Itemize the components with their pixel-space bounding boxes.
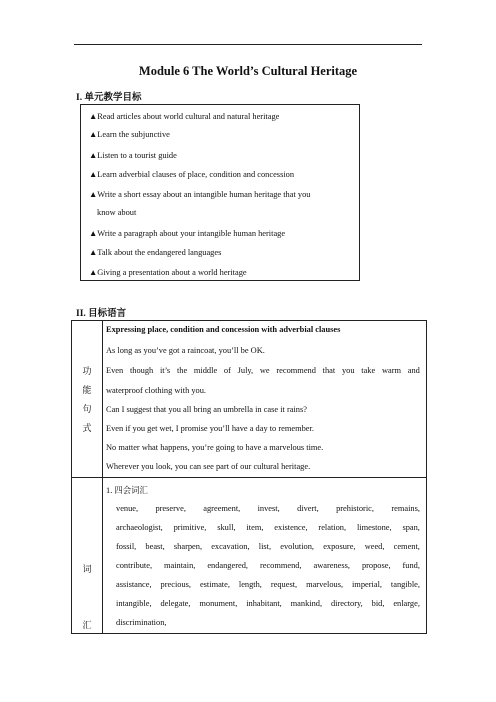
word: July, <box>237 366 254 375</box>
word: skull, <box>217 523 236 532</box>
objective-item: ▲Talk about the endangered languages <box>89 248 222 257</box>
functional-sentence <box>106 366 420 375</box>
word: take <box>361 366 376 375</box>
word: though <box>129 366 154 375</box>
word: length, <box>238 580 262 589</box>
word: existence, <box>274 523 308 532</box>
functional-sentence: Can I suggest that you all bring an umbrella in case it rains? <box>106 405 307 414</box>
vocab-side-label: 汇 <box>82 620 92 630</box>
word: enlarge, <box>393 599 420 608</box>
functional-sentence: As long as you’ve got a raincoat, you’ll be OK. <box>106 346 265 355</box>
functional-sentence: waterproof clothing with you. <box>106 386 207 395</box>
word: estimate, <box>199 580 230 589</box>
word: Even <box>106 366 124 375</box>
word: excavation, <box>211 542 250 551</box>
functional-side-label: 句 <box>82 404 92 414</box>
objective-item: ▲Learn the subjunctive <box>89 130 170 139</box>
word: middle <box>193 366 218 375</box>
word: venue, <box>116 504 139 513</box>
word: beast, <box>145 542 165 551</box>
word: endangered, <box>207 561 249 570</box>
word: archaeologist, <box>116 523 163 532</box>
functional-sentence: Even if you get wet, I promise you’ll have a day to remember. <box>106 424 314 433</box>
vocab-line <box>116 599 420 608</box>
target-language-table <box>71 320 427 634</box>
word: span, <box>402 523 420 532</box>
word: remains, <box>391 504 420 513</box>
vocab-heading: 1. 四会词汇 <box>106 486 148 495</box>
objectives-box <box>80 104 360 281</box>
word: monument, <box>199 599 238 608</box>
objective-item: ▲Read articles about world cultural and natural heritage <box>89 112 280 121</box>
objective-item: ▲Learn adverbial clauses of place, condition and concession <box>89 170 295 179</box>
word: precious, <box>160 580 191 589</box>
word: it’s <box>159 366 171 375</box>
word: evolution, <box>280 542 315 551</box>
page-title: Module 6 The World’s Cultural Heritage <box>138 64 358 78</box>
vocab-line: discrimination, <box>116 618 167 627</box>
word: warm <box>381 366 402 375</box>
word: relation, <box>318 523 347 532</box>
word: the <box>176 366 188 375</box>
word: bid, <box>371 599 385 608</box>
word: weed, <box>364 542 385 551</box>
word: preserve, <box>155 504 186 513</box>
word: inhabitant, <box>246 599 282 608</box>
word: directory, <box>330 599 363 608</box>
word: assistance, <box>116 580 152 589</box>
word: fossil, <box>116 542 137 551</box>
row-divider <box>72 477 426 478</box>
word: awareness, <box>313 561 351 570</box>
word: divert, <box>297 504 319 513</box>
section-heading-target-language: II. 目标语言 <box>76 309 127 319</box>
word: you <box>341 366 355 375</box>
word: sharpen, <box>173 542 203 551</box>
word: recommend <box>276 366 316 375</box>
word: recommend, <box>259 561 302 570</box>
objective-item-continuation: know about <box>97 208 137 217</box>
word: and <box>407 366 420 375</box>
word: invest, <box>257 504 280 513</box>
vocab-line <box>116 504 420 513</box>
vocab-line <box>116 523 420 532</box>
word: cement, <box>393 542 420 551</box>
word: agreement, <box>203 504 241 513</box>
section-heading-objectives: I. 单元教学目标 <box>76 93 142 103</box>
word: list, <box>258 542 272 551</box>
vocab-line <box>116 580 420 589</box>
word: contribute, <box>116 561 153 570</box>
word: maintain, <box>163 561 196 570</box>
word: limestone, <box>356 523 392 532</box>
word: item, <box>246 523 264 532</box>
word: marvelous, <box>306 580 344 589</box>
word: primitive, <box>173 523 207 532</box>
word: propose, <box>361 561 391 570</box>
vocab-line <box>116 542 420 551</box>
functional-side-label: 式 <box>82 423 92 433</box>
header-rule <box>74 44 422 45</box>
word: mankind, <box>290 599 323 608</box>
functional-sentence: No matter what happens, you’re going to have a marvelous time. <box>106 443 324 452</box>
word: tangible, <box>390 580 420 589</box>
word: prehistoric, <box>336 504 374 513</box>
objective-item: ▲Giving a presentation about a world heritage <box>89 268 247 277</box>
word: delegate, <box>160 599 191 608</box>
word: that <box>322 366 336 375</box>
word: fund, <box>402 561 420 570</box>
functional-side-label: 功 <box>82 366 92 376</box>
word: we <box>259 366 270 375</box>
functional-side-label: 能 <box>82 385 92 395</box>
vocab-side-label: 词 <box>82 564 92 574</box>
word: imperial, <box>351 580 382 589</box>
objective-item: ▲Listen to a tourist guide <box>89 151 177 160</box>
functional-heading: Expressing place, condition and concession with adverbial clauses <box>106 325 341 334</box>
word: request, <box>270 580 298 589</box>
word: of <box>223 366 231 375</box>
word: intangible, <box>116 599 152 608</box>
functional-sentence: Wherever you look, you can see part of our cultural heritage. <box>106 462 311 471</box>
vocab-line <box>116 561 420 570</box>
objective-item: ▲Write a short essay about an intangible human heritage that you <box>89 190 311 199</box>
word: exposure, <box>323 542 356 551</box>
objective-item: ▲Write a paragraph about your intangible human heritage <box>89 229 286 238</box>
